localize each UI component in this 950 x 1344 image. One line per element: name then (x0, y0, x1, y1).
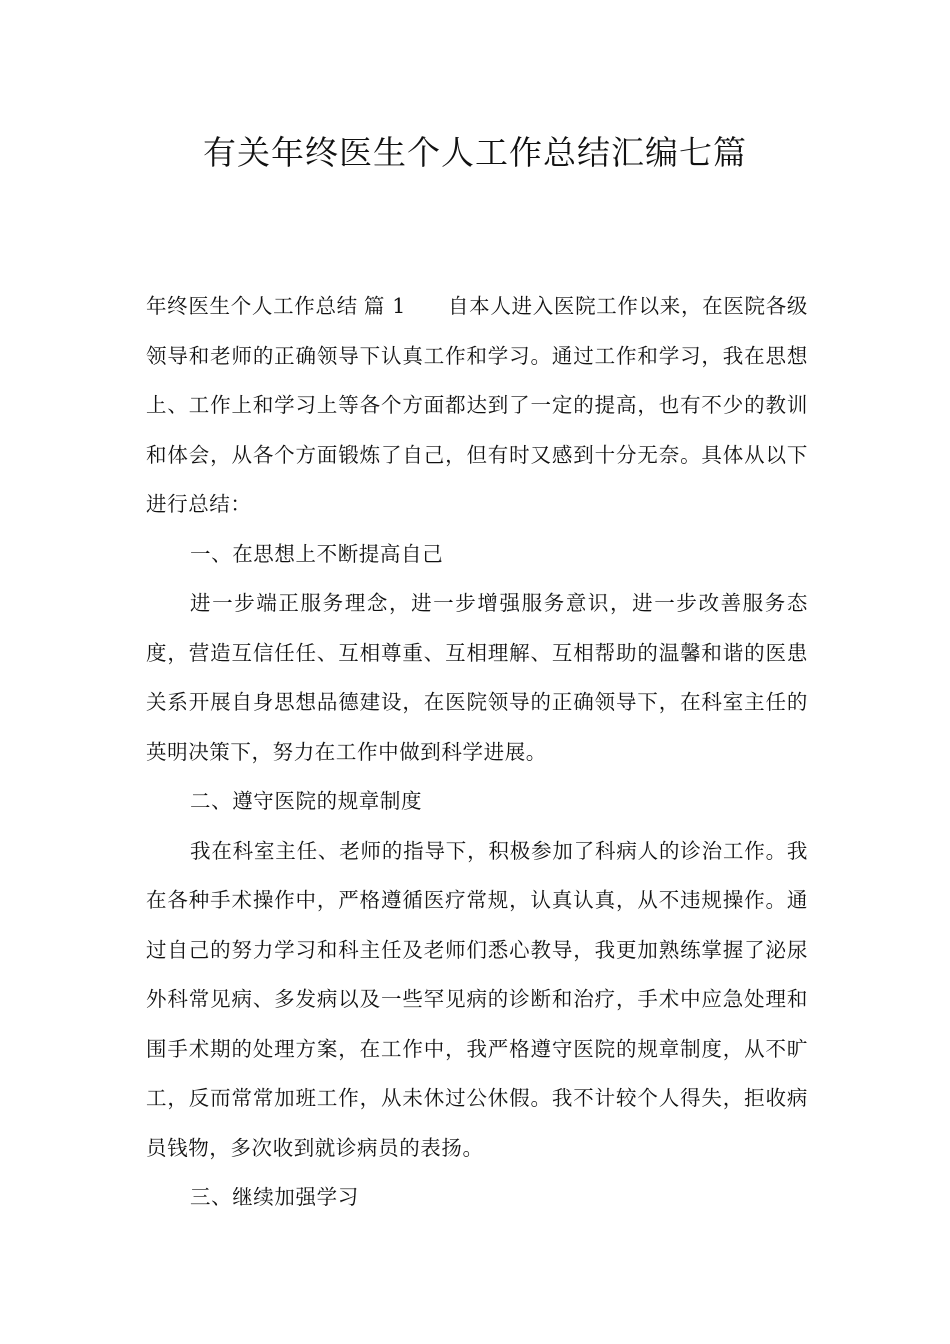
section-body-2: 我在科室主任、老师的指导下，积极参加了科病人的诊治工作。我在各种手术操作中，严格遵循医疗常规，认真认真，从不违规操作。通过自己的努力学习和科主任及老师们悉心教导，我更加熟练掌握了泌尿外科常见病、多发病以及一些罕见病的诊断和治疗，手术中应急处理和围手术期的处理方案，在工作中，我严格遵守医院的规章制度，从不旷工，反而常常加班工作，从未休过公休假。我不计较个人得失，拒收病员钱物，多次收到就诊病员的表扬。 (146, 838, 808, 1160)
section-heading-2: 二、遵守医院的规章制度 (190, 789, 423, 813)
intro-part-label: 篇 1 (363, 294, 406, 318)
intro-text: 自本人进入医院工作以来，在医院各级领导和老师的正确领导下认真工作和学习。通过工作和学习，我在思想上、工作上和学习上等各个方面都达到了一定的提高，也有不少的教训和体会，从各个方面锻炼了自己，但有时又感到十分无奈。具体从以下进行总结： (146, 294, 809, 516)
document-title: 有关年终医生个人工作总结汇编七篇 (203, 133, 747, 172)
document-body (146, 282, 808, 1223)
section-heading-1: 一、在思想上不断提高自己 (190, 541, 444, 566)
section-heading-3: 三、继续加强学习 (190, 1185, 359, 1209)
section-body-1: 进一步端正服务理念，进一步增强服务意识，进一步改善服务态度，营造互信任任、互相尊重、互相理解、互相帮助的温馨和谐的医患关系开展自身思想品德建设，在医院领导的正确领导下，在科室主任的英明决策下，努力在工作中做到科学进展。 (146, 591, 808, 764)
intro-heading: 年终医生个人工作总结 (146, 294, 358, 318)
intro-paragraph (146, 282, 808, 530)
